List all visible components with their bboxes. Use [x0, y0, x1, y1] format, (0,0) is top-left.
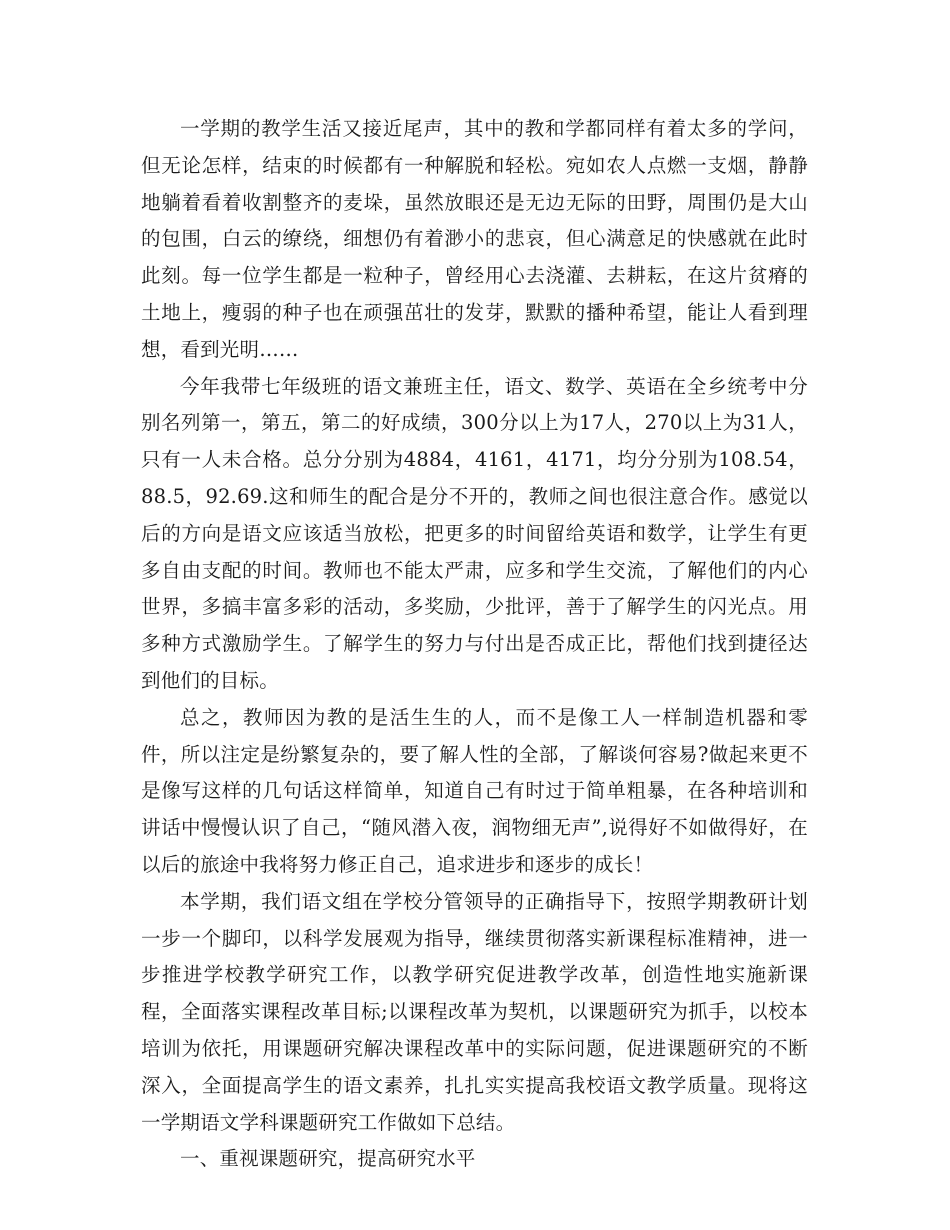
- paragraph-semester-summary: 本学期，我们语文组在学校分管领导的正确指导下，按照学期教研计划一步一个脚印，以科学发展观为指导，继续贯彻落实新课程标准精神，进一步推进学校教学研究工作，以教学研究促进教学改革，创造性地实施新课程，全面落实课程改革目标;以课程改革为契机，以课题研究为抓手，以校本培训为依托，用课题研究解决课程改革中的实际问题，促进课题研究的不断深入，全面提高学生的语文素养，扎扎实实提高我校语文教学质量。现将这一学期语文学科课题研究工作做如下总结。: [141, 889, 808, 1134]
- paragraph-results: 今年我带七年级班的语文兼班主任，语文、数学、英语在全乡统考中分别名列第一，第五，第二的好成绩，300分以上为17人，270以上为31人，只有一人未合格。总分分别为4884，4161，4171，均分分别为108.54，88.5，92.69.这和师生的配合是分不开的，教师之间也很注意合作。感觉以后的方向是语文应该适当放松，把更多的时间留给英语和数学，让学生有更多自由支配的时间。教师也不能太严肃，应多和学生交流，了解他们的内心世界，多搞丰富多彩的活动，多奖励，少批评，善于了解学生的闪光点。用多种方式激励学生。了解学生的努力与付出是否成正比，帮他们找到捷径达到他们的目标。: [141, 374, 808, 692]
- paragraph-conclusion: 总之，教师因为教的是活生生的人，而不是像工人一样制造机器和零件，所以注定是纷繁复杂的，要了解人性的全部，了解谈何容易?做起来更不是像写这样的几句话这样简单，知道自己有时过于简单粗暴，在各种培训和讲话中慢慢认识了自己，“随风潜入夜，润物细无声”,说得好不如做得好，在以后的旅途中我将努力修正自己，追求进步和逐步的成长！: [141, 705, 808, 876]
- document-body: [141, 111, 808, 1178]
- section-heading: 一、重视课题研究，提高研究水平: [180, 1147, 476, 1171]
- paragraph-intro: 一学期的教学生活又接近尾声，其中的教和学都同样有着太多的学问，但无论怎样，结束的时候都有一种解脱和轻松。宛如农人点燃一支烟，静静地躺着看着收割整齐的麦垛，虽然放眼还是无边无际的田野，周围仍是大山的包围，白云的缭绕，细想仍有着渺小的悲哀，但心满意足的快感就在此时此刻。每一位学生都是一粒种子，曾经用心去浇灌、去耕耘，在这片贫瘠的土地上，瘦弱的种子也在顽强茁壮的发芽，默默的播种希望，能让人看到理想，看到光明……: [141, 117, 808, 361]
